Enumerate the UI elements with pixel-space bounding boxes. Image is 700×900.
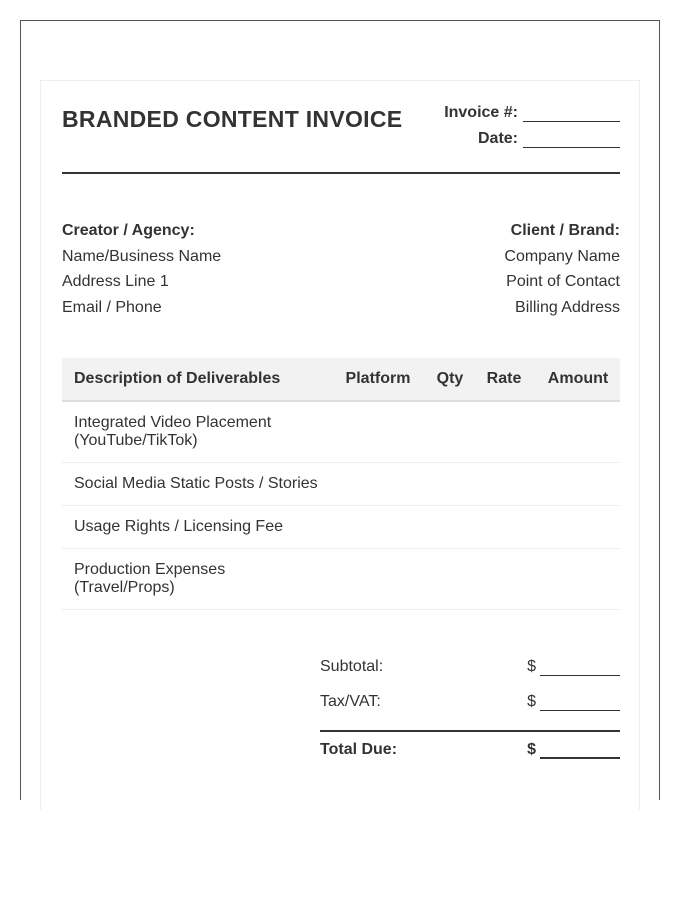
table-row <box>62 463 620 506</box>
creator-line: Email / Phone <box>62 298 162 316</box>
row-description-line: Social Media Static Posts / Stories <box>74 475 318 492</box>
client-heading: Client / Brand: <box>510 222 620 239</box>
row-description-line: (Travel/Props) <box>74 579 175 596</box>
deliverables-table <box>62 358 620 610</box>
invoice-number-label: Invoice #: <box>444 104 518 121</box>
client-line: Point of Contact <box>506 273 620 290</box>
header-amount: Amount <box>547 370 609 387</box>
row-description <box>62 414 328 450</box>
currency-symbol: $ <box>527 658 536 675</box>
table-row <box>62 506 620 549</box>
date-row <box>478 130 620 148</box>
row-description-line: (YouTube/TikTok) <box>74 432 198 449</box>
total-due-field[interactable] <box>540 743 620 759</box>
client-block <box>504 218 620 320</box>
invoice-number-row <box>444 104 620 122</box>
date-label: Date: <box>477 130 518 147</box>
header-divider <box>62 172 620 174</box>
table-row <box>62 549 620 610</box>
subtotal-row <box>320 658 620 676</box>
header-platform: Platform <box>345 370 411 387</box>
invoice-number-field[interactable] <box>523 107 620 122</box>
tax-row <box>320 693 620 711</box>
row-description-line: Production Expenses <box>74 561 226 578</box>
creator-heading: Creator / Agency: <box>62 222 195 239</box>
subtotal-label: Subtotal: <box>320 658 384 675</box>
header-qty: Qty <box>436 370 464 387</box>
header-description: Description of Deliverables <box>74 370 281 387</box>
tax-field[interactable] <box>540 696 620 711</box>
row-description <box>62 475 328 493</box>
row-description-line: Integrated Video Placement <box>74 414 272 431</box>
client-line: Billing Address <box>515 298 620 316</box>
table-header <box>62 358 620 402</box>
total-due-label: Total Due: <box>320 741 398 758</box>
header-rate: Rate <box>486 370 522 387</box>
invoice-title: BRANDED CONTENT INVOICE <box>62 106 403 132</box>
currency-symbol: $ <box>527 693 536 710</box>
creator-line: Name/Business Name <box>62 247 222 265</box>
totals-divider <box>320 730 620 732</box>
total-due-row <box>320 741 620 759</box>
creator-block <box>62 218 221 320</box>
table-row <box>62 402 620 463</box>
subtotal-field[interactable] <box>540 661 620 676</box>
row-description <box>62 518 328 536</box>
row-description <box>62 561 328 597</box>
row-description-line: Usage Rights / Licensing Fee <box>74 518 283 535</box>
date-field[interactable] <box>523 133 620 148</box>
client-line: Company Name <box>504 247 620 265</box>
tax-label: Tax/VAT: <box>320 693 381 710</box>
currency-symbol: $ <box>527 741 536 758</box>
creator-line: Address Line 1 <box>62 273 169 290</box>
